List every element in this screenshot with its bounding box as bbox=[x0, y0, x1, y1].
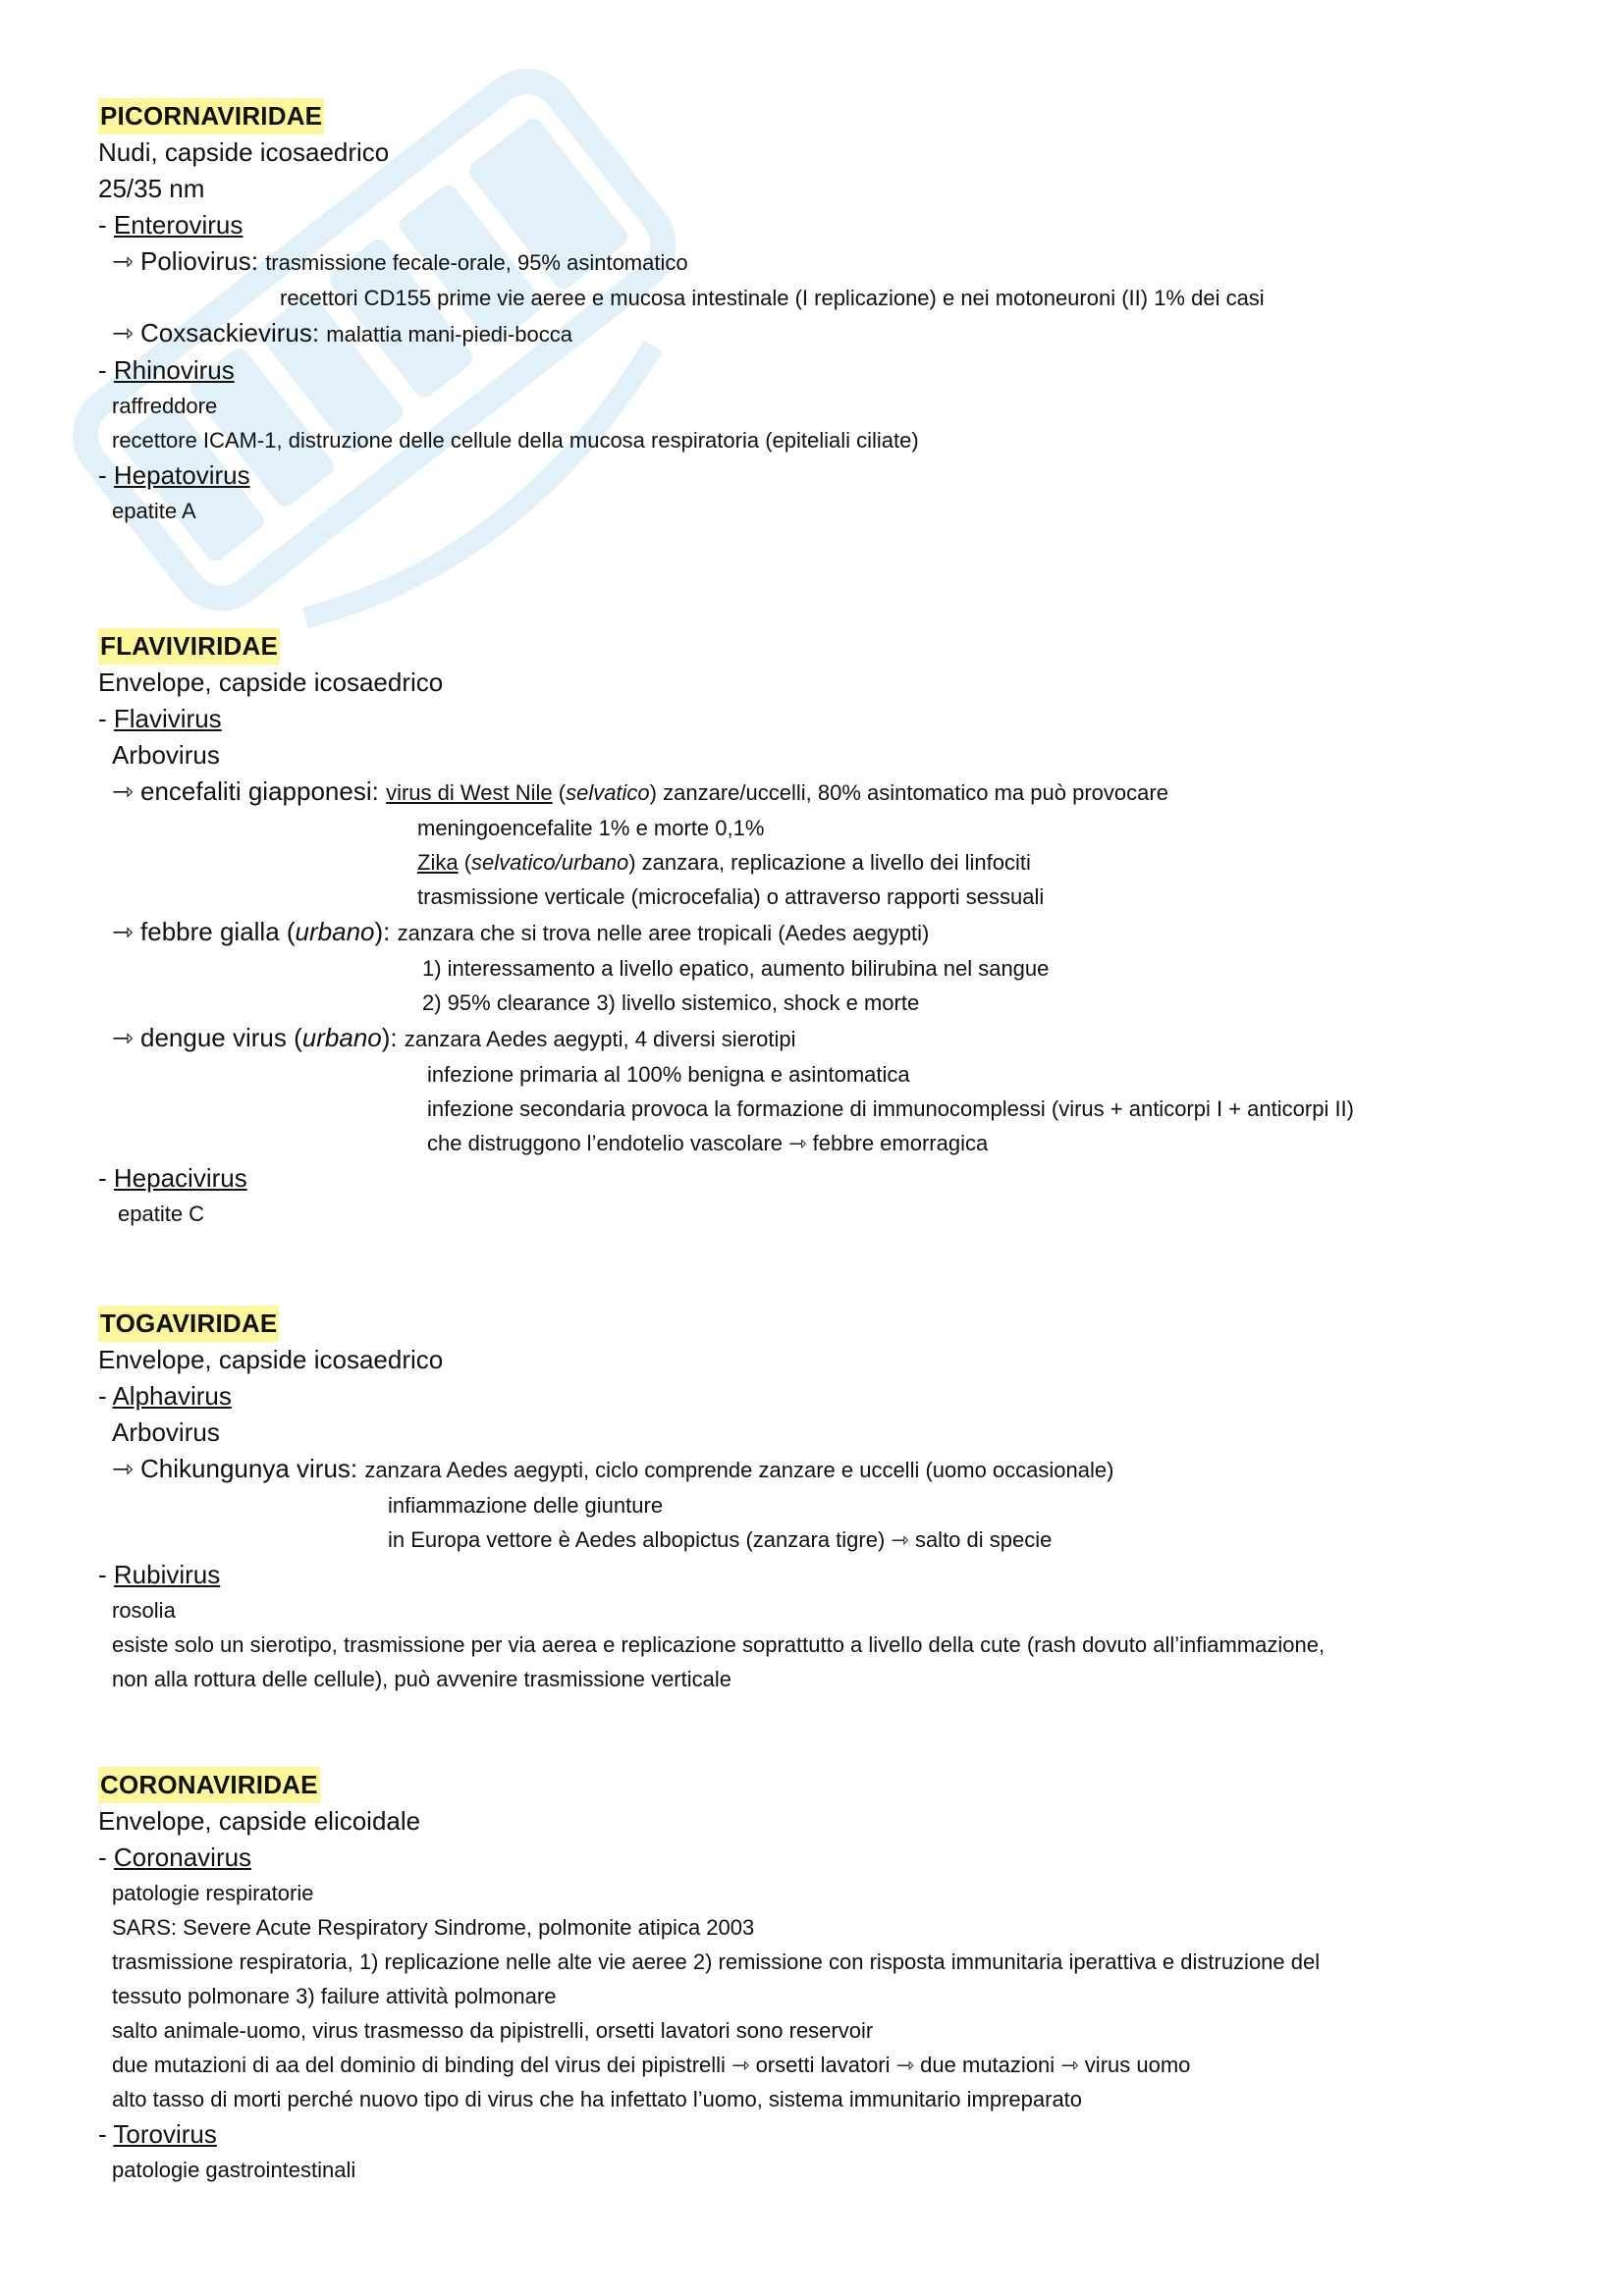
arbovirus-label: Arbovirus bbox=[112, 740, 220, 770]
section-coronaviridae bbox=[98, 1767, 1551, 2187]
yellow-fever-detail-2: 2) 95% clearance 3) livello sistemico, shock e morte bbox=[422, 990, 920, 1015]
coronavirus-detail-3: trasmissione respiratoria, 1) replicazione nelle alte vie aeree 2) remissione con risposta immunitaria iperattiva e distruzione del bbox=[112, 1949, 1321, 1974]
coronavirus-detail-4: tessuto polmonare 3) failure attività polmonare bbox=[112, 1984, 557, 2008]
arbovirus-label: Arbovirus bbox=[112, 1417, 220, 1447]
rubivirus-detail-2: non alla rottura delle cellule), può avvenire trasmissione verticale bbox=[112, 1667, 731, 1691]
genus-flavivirus: - Flavivirus bbox=[98, 704, 222, 733]
coronavirus-detail-1: patologie respiratorie bbox=[112, 1881, 314, 1905]
coronavirus-detail-5: salto animale-uomo, virus trasmesso da pipistrelli, orsetti lavatori sono reservoir bbox=[112, 2018, 874, 2043]
section-title: TOGAVIRIDAE bbox=[98, 1306, 279, 1342]
poliovirus-detail: recettori CD155 prime vie aeree e mucosa intestinale (I replicazione) e nei motoneuroni (II) 1% dei casi bbox=[280, 286, 1265, 310]
structure-line: Envelope, capside icosaedrico bbox=[98, 1345, 444, 1374]
coxsackievirus-line: ⇾ Coxsackievirus: malattia mani-piedi-bocca bbox=[112, 318, 572, 347]
section-flaviviridae bbox=[98, 628, 1551, 1306]
coronavirus-detail-7: alto tasso di morti perché nuovo tipo di virus che ha infettato l’uomo, sistema immunitario impreparato bbox=[112, 2087, 1083, 2111]
genus-torovirus: - Torovirus bbox=[98, 2119, 217, 2149]
yellow-fever-line: ⇾ febbre gialla (urbano): zanzara che si trova nelle aree tropicali (Aedes aegypti) bbox=[112, 917, 930, 946]
document-page bbox=[98, 98, 1551, 2187]
dengue-detail-2: infezione secondaria provoca la formazione di immunocomplessi (virus + anticorpi I + anticorpi II) bbox=[427, 1096, 1354, 1121]
dengue-detail-3: che distruggono l’endotelio vascolare ⇾ febbre emorragica bbox=[427, 1131, 989, 1155]
genus-hepacivirus: - Hepacivirus bbox=[98, 1163, 247, 1193]
yellow-fever-detail-1: 1) interessamento a livello epatico, aumento bilirubina nel sangue bbox=[422, 956, 1050, 981]
section-picornaviridae bbox=[98, 98, 1551, 628]
zika-detail: trasmissione verticale (microcefalia) o attraverso rapporti sessuali bbox=[417, 884, 1045, 909]
hepatovirus-disease: epatite A bbox=[112, 499, 196, 523]
dengue-detail-1: infezione primaria al 100% benigna e asintomatica bbox=[427, 1062, 910, 1087]
section-title: CORONAVIRIDAE bbox=[98, 1767, 320, 1803]
dengue-line: ⇾ dengue virus (urbano): zanzara Aedes aegypti, 4 diversi sierotipi bbox=[112, 1023, 796, 1052]
structure-line: Envelope, capside icosaedrico bbox=[98, 667, 444, 697]
rhinovirus-detail: recettore ICAM-1, distruzione delle cellule della mucosa respiratoria (epiteliali ciliate) bbox=[112, 428, 919, 453]
hepacivirus-disease: epatite C bbox=[118, 1201, 205, 1226]
genus-coronavirus: - Coronavirus bbox=[98, 1842, 252, 1872]
west-nile-detail: meningoencefalite 1% e morte 0,1% bbox=[417, 816, 765, 840]
chikungunya-detail-1: infiammazione delle giunture bbox=[388, 1493, 664, 1518]
torovirus-disease: patologie gastrointestinali bbox=[112, 2158, 356, 2182]
chikungunya-detail-2: in Europa vettore è Aedes albopictus (zanzara tigre) ⇾ salto di specie bbox=[388, 1527, 1053, 1552]
genus-hepatovirus: - Hepatovirus bbox=[98, 460, 250, 490]
genus-rubivirus: - Rubivirus bbox=[98, 1560, 221, 1589]
structure-line: Envelope, capside elicoidale bbox=[98, 1806, 421, 1836]
poliovirus-line: ⇾ Poliovirus: trasmissione fecale-orale, 95% asintomatico bbox=[112, 246, 688, 276]
coronavirus-detail-6: due mutazioni di aa del dominio di binding del virus dei pipistrelli ⇾ orsetti lavatori ⇾ due mutazioni ⇾ virus uomo bbox=[112, 2053, 1191, 2077]
section-title: PICORNAVIRIDAE bbox=[98, 98, 324, 134]
chikungunya-line: ⇾ Chikungunya virus: zanzara Aedes aegypti, ciclo comprende zanzare e uccelli (uomo occasionale) bbox=[112, 1454, 1114, 1483]
size-line: 25/35 nm bbox=[98, 174, 205, 203]
structure-line: Nudi, capside icosaedrico bbox=[98, 137, 390, 167]
genus-rhinovirus: - Rhinovirus bbox=[98, 355, 235, 385]
genus-alphavirus: - Alphavirus bbox=[98, 1381, 232, 1411]
genus-enterovirus: - Enterovirus bbox=[98, 210, 244, 240]
section-title: FLAVIVIRIDAE bbox=[98, 628, 280, 665]
rubivirus-detail-1: esiste solo un sierotipo, trasmissione per via aerea e replicazione soprattutto a livello della cute (rash dovuto all’infiammazione, bbox=[112, 1632, 1326, 1657]
rhinovirus-disease: raffreddore bbox=[112, 394, 218, 418]
coronavirus-detail-2: SARS: Severe Acute Respiratory Sindrome, polmonite atipica 2003 bbox=[112, 1915, 755, 1940]
rubivirus-disease: rosolia bbox=[112, 1598, 176, 1623]
encephalitis-line: ⇾ encefaliti giapponesi: virus di West Nile (selvatico) zanzare/uccelli, 80% asintomatico ma può provocare bbox=[112, 776, 1168, 806]
zika-line: Zika (selvatico/urbano) zanzara, replicazione a livello dei linfociti bbox=[417, 850, 1031, 875]
section-togaviridae bbox=[98, 1306, 1551, 1767]
